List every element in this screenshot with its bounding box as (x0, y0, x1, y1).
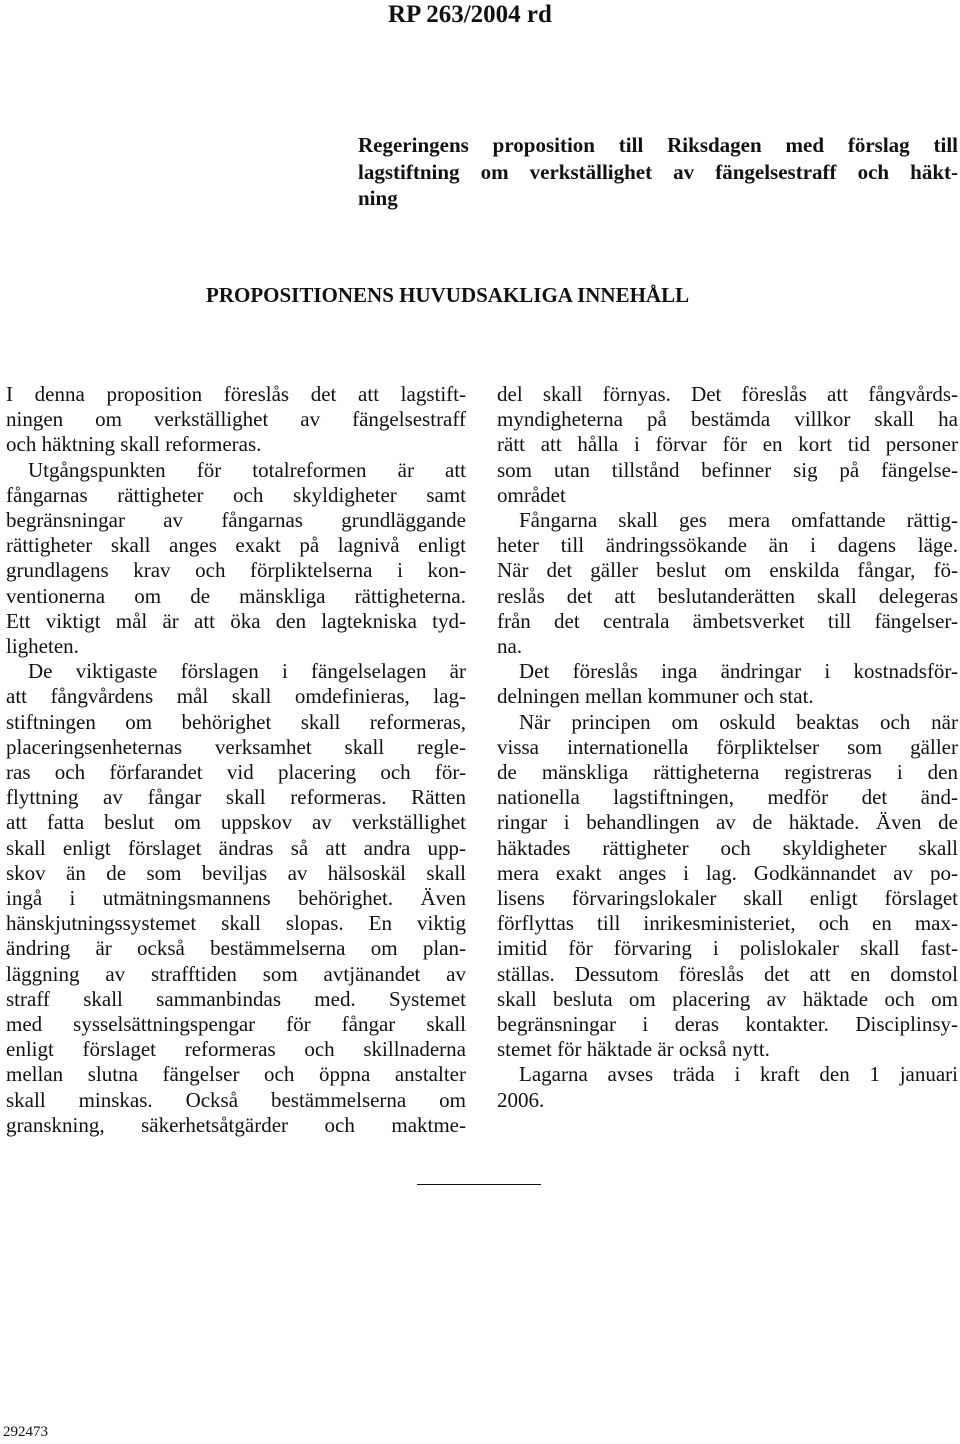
proposition-title (358, 132, 958, 212)
text-line: skall besluta om placering av häktade och om (497, 986, 958, 1011)
title-line: lagstiftning om verkställighet av fängelsestraff och häkt- (358, 159, 958, 184)
text-line: ringar i behandlingen av de häktade. Även de (497, 810, 958, 835)
title-line: ning (358, 186, 398, 210)
text-line: När det gäller beslut om enskilda fångar, fö- (497, 558, 958, 583)
text-line: Lagarna avses träda i kraft den 1 januari (519, 1062, 958, 1087)
text-line: och häktning skall reformeras. (6, 432, 262, 457)
document-id: RP 263/2004 rd (388, 1, 552, 28)
text-line: vissa internationella förpliktelser som gäller (497, 734, 958, 759)
text-line: myndigheterna på bestämda villkor skall ha (497, 407, 958, 432)
text-line: att fångvårdens mål skall omdefinieras, lag- (6, 684, 466, 709)
text-line: Ett viktigt mål är att öka den lagtekniska tyd- (6, 608, 466, 633)
text-line: häktades rättigheter och skyldigheter skall (497, 835, 958, 860)
text-line: rätt att hålla i förvar för en kort tid personer (497, 432, 958, 457)
text-line: nationella lagstiftningen, medför det änd- (497, 785, 958, 810)
text-line: rättigheter skall anges exakt på lagnivå enligt (6, 533, 466, 558)
text-line: begränsningar i deras kontakter. Disciplinsy- (497, 1012, 958, 1037)
text-line: flyttning av fångar skall reformeras. Rätten (6, 785, 466, 810)
text-line: som utan tillstånd befinner sig på fängelse- (497, 457, 958, 482)
text-line: ställas. Dessutom föreslås det att en domstol (497, 961, 958, 986)
text-line: ningen om verkställighet av fängelsestraff (6, 407, 466, 432)
text-line: De viktigaste förslagen i fängelselagen är (28, 659, 466, 684)
text-line: med sysselsättningspengar för fångar skall (6, 1012, 466, 1037)
text-line: begränsningar av fångarnas grundläggande (6, 508, 466, 533)
title-line: Regeringens proposition till Riksdagen med förslag till (358, 133, 958, 157)
footer-code: 292473 (3, 1424, 48, 1440)
text-line: mera exakt anges i lag. Godkännandet av po- (497, 860, 958, 885)
text-line: stiftningen om behörighet skall reformeras, (6, 709, 466, 734)
text-line: na. (497, 634, 523, 659)
text-line: mellan slutna fängelser och öppna anstalter (6, 1062, 466, 1087)
text-line: reslås det att beslutanderätten skall delegeras (497, 583, 958, 608)
text-line: del skall förnyas. Det föreslås att fångvårds- (497, 382, 958, 406)
text-line: delningen mellan kommuner och stat. (497, 684, 814, 709)
text-line: Fångarna skall ges mera omfattande rättig- (519, 508, 958, 533)
text-line: granskning, säkerhetsåtgärder och maktme- (6, 1112, 466, 1137)
text-line: området (497, 482, 566, 507)
text-line: skall minskas. Också bestämmelserna om (6, 1087, 466, 1112)
text-line: Utgångspunkten för totalreformen är att (28, 457, 466, 482)
text-line: grundlagens krav och förpliktelserna i kon- (6, 558, 466, 583)
right-column (497, 382, 958, 1113)
text-line: fångarnas rättigheter och skyldigheter samt (6, 482, 466, 507)
text-line: heter till ändringssökande än i dagens läge. (497, 533, 958, 558)
section-heading: PROPOSITIONENS HUVUDSAKLIGA INNEHÅLL (206, 283, 690, 307)
text-line: placeringsenheternas verksamhet skall regle- (6, 734, 466, 759)
text-line: När principen om oskuld beaktas och när (519, 709, 958, 734)
text-line: förflyttas till inrikesministeriet, och en max- (497, 911, 958, 936)
text-line: ingå i utmätningsmannens behörighet. Även (6, 886, 466, 911)
text-line: från det centrala ämbetsverket till fängelser- (497, 608, 958, 633)
text-line: ventionerna om de mänskliga rättigheterna. (6, 583, 466, 608)
end-rule (417, 1184, 541, 1185)
text-line: 2006. (497, 1087, 545, 1112)
text-line: läggning av strafftiden som avtjänandet av (6, 961, 466, 986)
text-line: imitid för förvaring i polislokaler skall fast- (497, 936, 958, 961)
text-line: att fatta beslut om uppskov av verkställighet (6, 810, 466, 835)
text-line: ändring är också bestämmelserna om plan- (6, 936, 466, 961)
text-line: skall enligt förslaget ändras så att andra upp- (6, 835, 466, 860)
text-line: de mänskliga rättigheterna registreras i den (497, 760, 958, 785)
text-line: ligheten. (6, 634, 79, 659)
text-line: ras och förfarandet vid placering och för- (6, 760, 466, 785)
text-line: enligt förslaget reformeras och skillnaderna (6, 1037, 466, 1062)
text-line: hänskjutningssystemet skall slopas. En viktig (6, 911, 466, 936)
text-line: I denna proposition föreslås det att lagstift- (6, 382, 466, 406)
text-line: lisens förvaringslokaler skall enligt förslaget (497, 886, 958, 911)
left-column (6, 382, 466, 1138)
text-line: straff skall sammanbindas med. Systemet (6, 986, 466, 1011)
text-line: skov än de som beviljas av hälsoskäl skall (6, 860, 466, 885)
text-line: Det föreslås inga ändringar i kostnadsför- (519, 659, 958, 684)
text-line: stemet för häktade är också nytt. (497, 1037, 770, 1062)
